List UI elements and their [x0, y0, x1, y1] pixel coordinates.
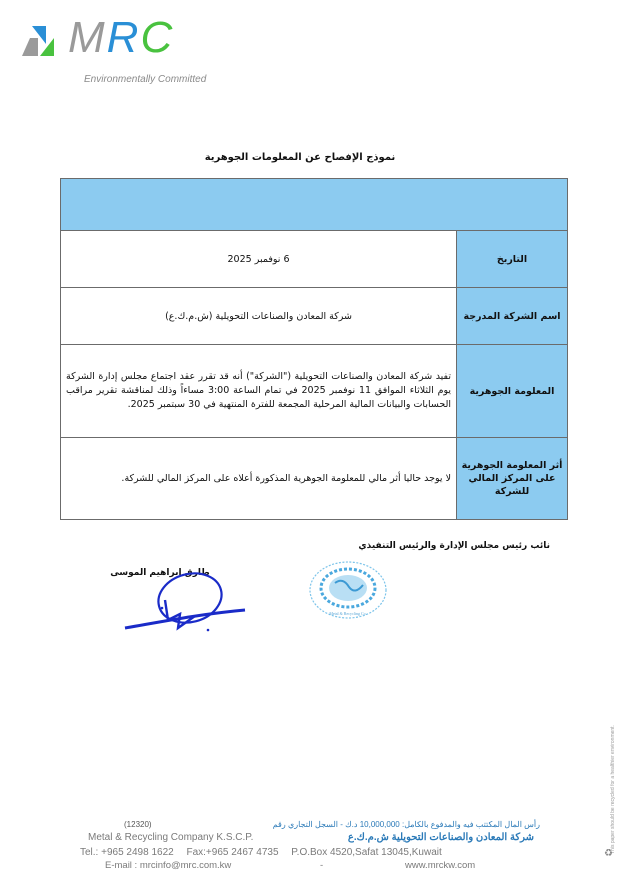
footer-website[interactable]: www.mrckw.com — [405, 860, 476, 871]
signatory-title: نائب رئيس مجلس الإدارة والرئيس التنفيذي — [358, 541, 550, 551]
row-value: 6 نوفمبر 2025 — [61, 231, 457, 288]
table-row-company — [61, 288, 568, 345]
footer-fax: Fax:+965 2467 4735 — [186, 847, 279, 858]
logo-letter-c: C — [140, 13, 175, 62]
recycle-icon: ♻ — [604, 848, 613, 859]
handwritten-signature — [120, 570, 250, 640]
footer-capital-ar: رأس المال المكتتب فيه والمدفوع بالكامل: 10,000,000 د.ك - السجل التجاري رقم — [272, 820, 540, 829]
logo-mark-icon — [20, 24, 66, 58]
company-seal — [305, 557, 391, 623]
footer-email[interactable]: E-mail : mrcinfo@mrc.com.kw — [105, 860, 232, 871]
logo-tagline: Environmentally Committed — [84, 74, 207, 85]
logo-wordmark — [68, 13, 175, 62]
seal-text: Metal & Recycling Co. — [329, 611, 367, 616]
logo-letter-r: R — [106, 13, 141, 62]
recycling-note-text: This paper should be recycled for a healthier environment. — [610, 725, 616, 854]
row-label: اسم الشركة المدرجة — [457, 288, 568, 345]
footer-company-en: Metal & Recycling Company K.S.C.P. — [88, 832, 254, 843]
signatory-name: طارق ابراهيم الموسى — [110, 568, 210, 578]
footer-pobox: P.O.Box 4520,Safat 13045,Kuwait — [291, 847, 442, 858]
table-row-date — [61, 231, 568, 288]
row-value: لا يوجد حاليا أثر مالي للمعلومة الجوهرية المذكورة أعلاه على المركز المالي للشركة. — [61, 438, 457, 520]
footer-contact-line — [80, 847, 540, 858]
footer-company-ar: شركة المعادن والصناعات التحويلية ش.م.ك.ع — [347, 832, 534, 843]
disclosure-table — [60, 178, 568, 520]
row-label: التاريخ — [457, 231, 568, 288]
company-logo — [10, 12, 210, 85]
table-row-financial-impact — [61, 438, 568, 520]
table-row-material-info — [61, 345, 568, 438]
row-label: أثر المعلومة الجوهرية على المركز المالي للشركة — [457, 438, 568, 520]
footer-tel: Tel.: +965 2498 1622 — [80, 847, 174, 858]
logo-letter-m: M — [68, 13, 107, 62]
footer-registration-no: (12320) — [124, 820, 152, 829]
row-value: تفيد شركة المعادن والصناعات التحويلية ("الشركة") أنه قد تقرر عقد اجتماع مجلس إدارة الشركة يوم الثلاثاء الموافق 11 نوفمبر 2025 في تمام الساعة 3:00 مساءاً وذلك لمناقشة تقرير مراقب الحسابات والبيانات المالية المرحلية المجمعة للفترة المنتهية في 30 سبتمبر 2025. — [61, 345, 457, 438]
table-header-row — [61, 179, 568, 231]
row-label: المعلومة الجوهرية — [457, 345, 568, 438]
row-value: شركة المعادن والصناعات التحويلية (ش.م.ك.ع) — [61, 288, 457, 345]
form-title: نموذج الإفصاح عن المعلومات الجوهرية — [204, 152, 396, 163]
table-header-cell — [61, 179, 568, 231]
footer-separator: - — [320, 860, 324, 871]
recycling-note — [604, 670, 618, 870]
